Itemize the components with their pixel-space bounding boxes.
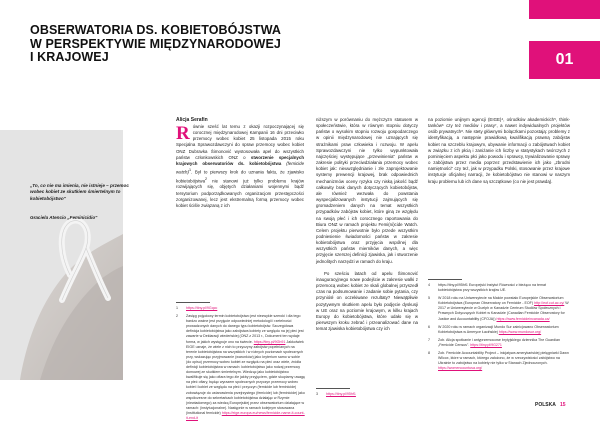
- footnote-link[interactable]: https://tiny.pl/9Gh91: [253, 339, 286, 344]
- footnote-link[interactable]: https://tiny.pl/9Gqcc: [186, 306, 218, 310]
- footnote-item: [316, 392, 416, 397]
- footnote-body: W 2018 roku na Uniwersytecie na Malcie powstało Europejskie Obserwatorium Kobietobójstwa (European Observatory on Femicide - EOF): [438, 296, 564, 306]
- footnote-text: [438, 296, 570, 321]
- title-line-1: OBSERWATORIA DS. KOBIETOBÓJSTWA: [30, 23, 282, 37]
- footnote-divider-2: [316, 388, 350, 389]
- footnote-item: [428, 338, 570, 348]
- footnotes-column-2: [316, 392, 416, 400]
- chapter-number: 01: [529, 41, 600, 79]
- footnote-body: Zasięg pojęciowy termin kobietobójstwo jest niezwykle szeroki i dla tego bardzo ważne jest przyjęcie odpowiedniej metodologii i rzetelności prowadzonych danych do danego typu kobietobójstw. Szczegółowa definicja kobietobójstwa jako zabójstwa kobiety ze względu na jej płeć jest zawarte w Deklaracji wiedeńskiej (ONZ z 2013 r., Dokument ten wydaje forma, w jakich występuje ono na świecie.: [186, 314, 304, 344]
- col1-sup-1: 1: [188, 168, 191, 173]
- col1-lead-tail: (femicide watch): [176, 160, 305, 175]
- accent-top-bar: [529, 0, 600, 19]
- body-column-2: [316, 117, 418, 332]
- footnote-item: [428, 351, 570, 371]
- col1-lead-end: nie stanowi już tylko problemu krajów rozwijających się, objętych działaniami wojennymi bądź tersytorium podporządkowanych organizacjom przestępczości zorganizowanej, lecz jest ekstremalną formą przemocy wobec kobiet ściśle związaną z ich: [176, 178, 304, 208]
- col2-paragraph-1: niższym w porównaniu do mężczyzn statusem w społeczeństwie, która w równym stopniu dotyczy państw o wysokim stopniu rozwoju gospodarczego w opinii międzynarodowej nie uznających się strażnikami praw człowieka i rozwoju. W apelu Sprawozdawczyni nie tylko wypunktowała najczęściej występujące „przewinienia" państw w zakresie polityki przeciwdziałania przemocy wobec kobiet jak: nieuwzględnianie i złe zaprojektowanie systemy prewencji krajowej, brak odpowiednich mechanizmów oceny ryzyka czy niską jakość bądź całkowity brak danych dotyczących kobietobójstw, ale również wezwała do powstania wyspecjalizowanych instytucji zajmujących się gromadzeniem danych na temat wszystkich przypadków zabójstw kobiet, które giną ze względu na swoją płeć i ich corocznego raportowania do Biura ONZ w ramach projektu Femi(ni)cide Watch. Celem projektu pierwotnie było przede wszystkim podniesienie świadomości państw w zakresie kobietobójstwa oraz przyjęcia wspólnej dla wszystkich państw mierników danych, a więc przyjęcie szerszej definicji zjawiska, jak i stworzenie jednolitych narzędzi w ramach do kraju.: [316, 117, 418, 264]
- footnote-number: 7: [428, 337, 430, 342]
- author-name: Alicja Serafin: [176, 117, 208, 123]
- footnote-number: 8: [428, 351, 430, 356]
- footnote-text: [438, 325, 570, 335]
- footnote-body: Zob. Femicide Accountability Project – inicjatywa amerykańskiej pielęgniarki Dawn Wilcox, które w ramach, którego założono, że w rzeczywistości zabójstwo na Ukrainie to zabójstwo na kobiety nie tylko w Stanach Zjednoczonych.: [438, 351, 569, 366]
- footnote-body-2: Jakkolwiek EIGE uznaje, że wiele z nich to przyczyny zabójstw popełnianych na terenie kobietobójstwa na wszystkich i w różnych poziomach społecznych przy, wskazując przyjmowanie (warunków) jako kryterium samo w sobie (do opisu) przemocy wobec kobiet ze względu na płeć oraz wiele, źródła definicji kobietobójstwa w ramach: kobietobójstwo jako rodzaj przemocy domowej ze skutkiem śmiertelnym. Wiedząc jako kobietobójstwo kwalifikuje się jako ofiara tego źle jakby przyjęciem, gdzie skupiamy uwagę na płeć ofiary, będąc wyrazem społecznych przyczyn przemocy wobec kobiet i kobiet ze względu na płeć i przyczyn (femicide lub feminicide) zobowiązuje do ustanowienia przejrzystego (femicide) lub (feminicide) jako współczesne do sekretarkach kobietobójstwa działając w Rzymie (niewiadomego) za wiedzą Europejskiej przez obserwatorium działające w ramach: (instytucjonalne). Następnie w ramach kolejnym stosowana (institutional femicide): [186, 339, 306, 415]
- col1-lead-after: . Był to pierwszy krok do uznania faktu, że zjawisko kobietobójstwa: [176, 169, 304, 184]
- article-title: [30, 24, 300, 65]
- footnote-item: [428, 283, 570, 293]
- footnote-item: [176, 306, 306, 311]
- footnote-divider-3: [428, 279, 462, 280]
- footnotes-column-3: [428, 283, 570, 374]
- page-number: 15: [560, 402, 566, 408]
- footnote-link[interactable]: https://womencountusa.org/: [438, 366, 483, 371]
- ribbon-photo: [0, 130, 123, 380]
- footnote-text: [186, 314, 306, 420]
- footnote-item: [428, 325, 570, 335]
- pull-quote: „To, co nie ma imienia, nie istnieje – przemoc wobec kobiet ze skutkiem śmiertelnym to kobietobójstwo": [30, 183, 129, 201]
- footnote-link[interactable]: https://tiny.pl/95hf1: [326, 392, 356, 396]
- col1-sup-2: 2: [205, 176, 208, 181]
- quote-attribution: Graciela Atencio „Feminicidio": [30, 215, 98, 220]
- footnote-divider-1: [176, 302, 210, 303]
- title-line-2: W PERSPEKTYWIE MIĘDZYNARODOWEJ: [30, 36, 281, 51]
- col2-paragraph-2: Po sześciu latach od apelu Šimonović inauguracyjnego nowe podejście w zakresie walki z przemocą wobec kobiet ze skali globalnej przyszedł czas na podsumowanie i zadanie sobie pytania, czy przyniósł on oczekiwane rezultaty? Niewątpliwie pozytywnym skutkiem apelu było podjęcie dyskusji w UE oraz na poziomie krajowym, w kilku krajach Europy do kobietobójstwa, które udało się w pierwszym kroku zebrać i przeanalizować dane na temat zjawiska kobietobójstwa czy ich: [316, 270, 418, 332]
- col3-paragraph: na poziomie unijnym agencji (EIGE)⁴, ośrodków akademickich⁵, think-tanków⁶ czy też mediów i prasy⁷, a nawet indywidualnych projektów osób prywatnych⁸. Nie stety głównymi bolączkami pozostają: problemy z identyfikacją, a następnie prawidłową kwalifikacją prawną zabójstw kobiet na szczeblu krajowym, ubywanie informacji o zabójstwach kobiet w związku z ich płcią i zaniżanie ich liczby w statystykach twórczych z pominięciem aspektu płci jako powodu i sprawcy, trywializowanie sprawy o zabójstwa przez media poprzez przedstawienie ich jako „zbrodni namiętności" czy też, jak w przypadku Polski, stosowanie przez krajowe instytucje oficjalnej narracji, że kobietobójstwo nie stanowi w naszym kraju problemu lub ich dane są szczątkowe (co nie jest prawdą).: [428, 117, 570, 184]
- footnote-text: https://tiny.pl/95hf1 Europejski Instytut Równości z bieżąco na temat kobietobójstwa przy wszystkich krajów UE.: [438, 283, 546, 293]
- title-line-3: I KRAJOWEJ: [30, 50, 109, 64]
- body-column-3: [428, 117, 570, 185]
- footnote-number: 4: [428, 283, 430, 287]
- footnote-link[interactable]: https://tiny.pl/9G271: [470, 342, 502, 347]
- footnote-number: 2: [176, 314, 178, 319]
- footnote-text: [438, 351, 570, 371]
- col1-lead-bold: stworzenie specjalnych krajowych obserwatoriów ds. kobietobójstwa: [176, 154, 304, 166]
- footnote-link[interactable]: http://eof.cut.ac.cy/: [534, 301, 565, 306]
- footnote-number: 5: [428, 296, 430, 301]
- footnote-body: W 2020 roku w ramach organizacji Mundo Sur zainicjowano Obserwatorium Kobietobójstwa w Ameryce Łacińskiej: [438, 324, 559, 334]
- footnote-number: 1: [176, 306, 178, 310]
- footnote-link[interactable]: https://eige.europa.eu/news/femicide-name-it-count-it-end-it: [186, 410, 305, 420]
- ribbon-hand-illustration: [0, 130, 123, 380]
- footnote-number: 6: [428, 324, 430, 329]
- footnote-body-2: W 2017 w Uniwersytecie w Guelph w Kanadzie Centrum Studiów Społecznych i Prawnych Dotyczących Kobiet w Kanadzie (Canadian Femicide Observatory for Justice and Accountability (CFOJA)): [438, 301, 569, 321]
- footnote-item: [428, 296, 570, 321]
- col1-lead: ównie sześć lat temu z okazji rozpoczynającej się corocznej międzynarodowej Kampanii 16 dni przeciwko przemocy wobec kobiet 25 listopada 2015 roku Specjalna Sprawozdawczyni do spraw przemocy wobec kobiet ONZ Dubravka Šimonović wystosowała apel do wszystkich państw członkowskich ONZ o: [176, 124, 304, 160]
- footnote-item: [176, 314, 306, 420]
- footer-country-label: POLSKA: [535, 402, 556, 408]
- footnote-link[interactable]: https://www.mundosur.org/: [498, 329, 542, 334]
- body-column-1: [176, 124, 304, 209]
- drop-cap: R: [176, 123, 190, 144]
- footnote-number: 3: [316, 392, 318, 396]
- footnote-link[interactable]: https://www.femicideincanada.ca/: [496, 316, 550, 321]
- footnote-body: Zob. Alicja spotkanie i antyprzemocowe brytyjskiego dziennika The Guardian „Femicide Census".: [438, 337, 560, 347]
- footnotes-column-1: [176, 306, 306, 420]
- footnote-text: [438, 338, 570, 348]
